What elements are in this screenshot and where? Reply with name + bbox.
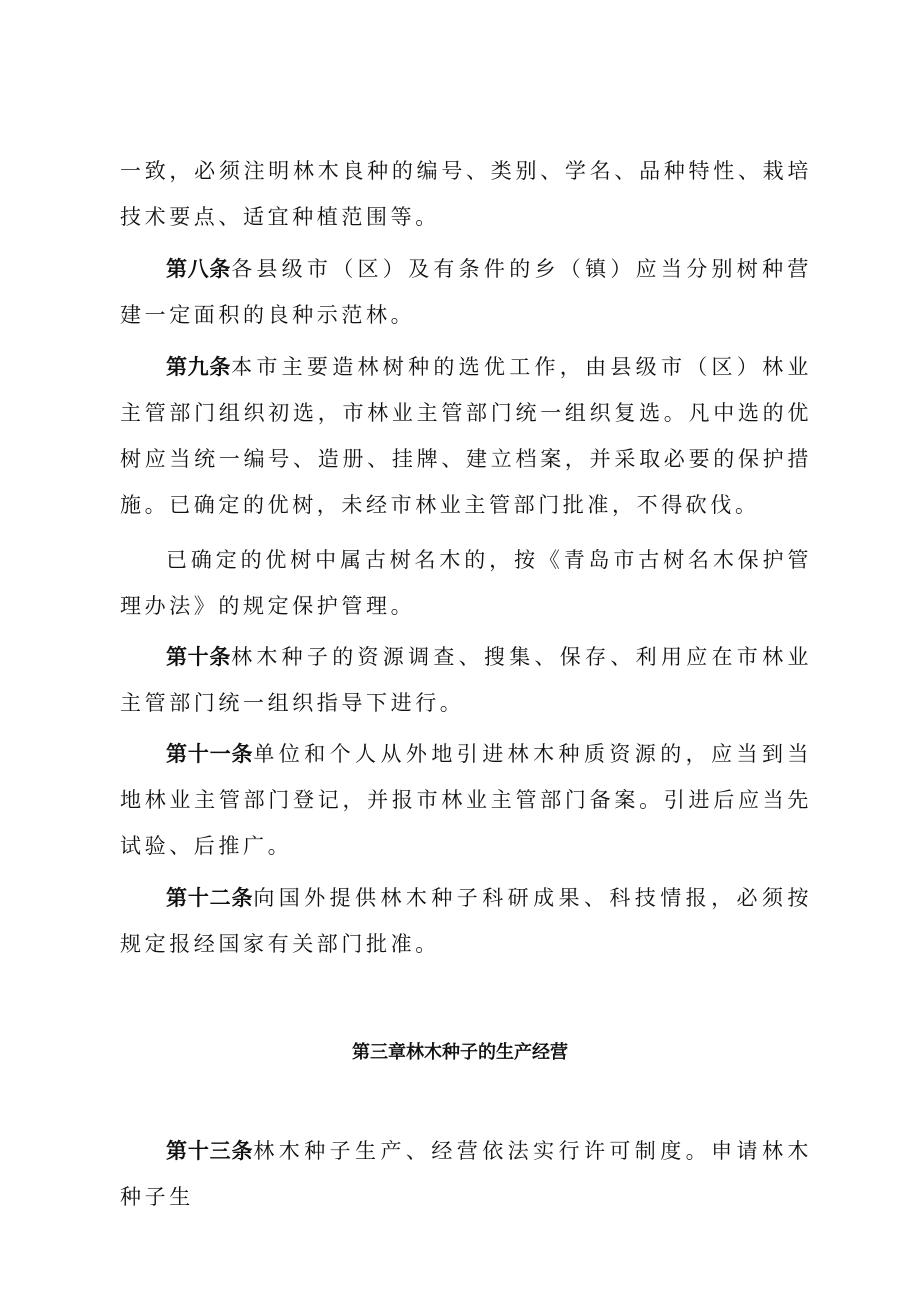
article-text: 本市主要造林树种的选优工作，由县级市（区）林业主管部门组织初选，市林业主管部门统一组织复选。凡中选的优树应当统一编号、造册、挂牌、建立档案，并采取必要的保护措施。已确定的优树，未经市林业主管部门批准，不得砍伐。 (120, 355, 812, 517)
article-text: 各县级市（区）及有条件的乡（镇）应当分别树种营建一定面积的良种示范林。 (120, 257, 812, 327)
article-number: 第十一条 (166, 742, 254, 766)
article-12 (120, 875, 812, 967)
article-text: 向国外提供林木种子科研成果、科技情报，必须按规定报经国家有关部门批准。 (120, 886, 812, 956)
article-number: 第九条 (166, 355, 232, 379)
article-9 (120, 344, 812, 528)
article-10 (120, 634, 812, 726)
article-number: 第十二条 (166, 886, 254, 910)
chapter-title: 第三章林木种子的生产经营 (352, 1042, 568, 1063)
article-9-paragraph-2 (120, 537, 812, 629)
article-number: 第十条 (166, 645, 232, 669)
article-text: 林木种子生产、经营依法实行许可制度。申请林木种子生 (120, 1139, 812, 1209)
article-number: 第十三条 (166, 1139, 254, 1163)
article-13 (120, 1128, 812, 1220)
article-text: 单位和个人从外地引进林木种质资源的，应当到当地林业主管部门登记，并报市林业主管部门备案。引进后应当先试验、后推广。 (120, 742, 812, 858)
article-11 (120, 731, 812, 869)
paragraph-continuation (120, 148, 812, 240)
article-text: 林木种子的资源调查、搜集、保存、利用应在市林业主管部门统一组织指导下进行。 (120, 645, 812, 715)
article-number: 第八条 (166, 257, 232, 281)
paragraph-text: 已确定的优树中属古树名木的，按《青岛市古树名木保护管理办法》的规定保护管理。 (120, 548, 812, 618)
paragraph-text: 一致，必须注明林木良种的编号、类别、学名、品种特性、栽培技术要点、适宜种植范围等。 (120, 159, 812, 229)
article-8 (120, 246, 812, 338)
